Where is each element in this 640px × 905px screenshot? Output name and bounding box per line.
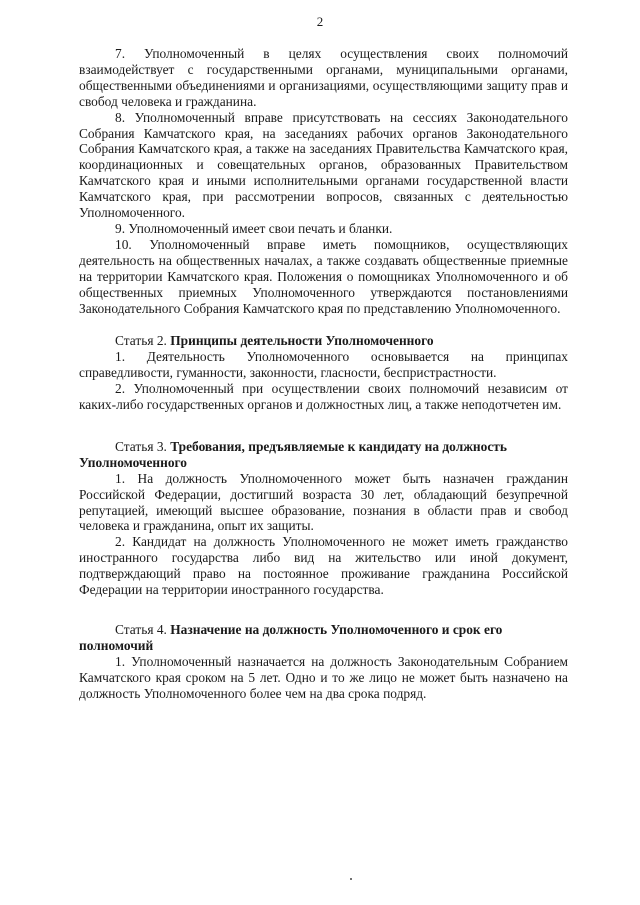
article-4-prefix: Статья 4. [115,622,171,637]
page-number: 2 [316,14,324,29]
article-3-paragraph-1: 1. На должность Уполномоченного может быть назначен гражданин Российской Федерации, достигший возраста 30 лет, обладающий безупречной репутацией, имеющий высшее образование, познания в области прав и свобод человека и гражданина, опыт их защиты. [79,470,568,534]
article-3-prefix: Статья 3. [115,438,171,454]
article-2-prefix: Статья 2. [115,333,171,349]
article-4-title: Назначение на должность Уполномоченного и срок его полномочий [79,622,503,653]
article-2-heading [79,333,568,349]
paragraph-10: 10. Уполномоченный вправе иметь помощников, осуществляющих деятельность на общественных началах, а также создавать общественные приемные на территории Камчатского края. Положения о помощниках Уполномоченного и об общественных приемных Уполномоченного утверждаются постановлениями Законодательного Собрания Камчатского края по представлению Уполномоченного. [79,236,568,316]
article-3-title: Требования, предъявляемые к кандидату на должность Уполномоченного [79,438,507,470]
article-2-paragraph-2: 2. Уполномоченный при осуществлении своих полномочий независим от каких-либо государственных органов и должностных лиц, а также неподотчетен им. [79,381,568,413]
article-2-title: Принципы деятельности Уполномоченного [170,333,434,349]
article-2-paragraph-1: 1. Деятельность Уполномоченного основывается на принципах справедливости, гуманности, законности, гласности, беспристрастности. [79,349,568,381]
article-4-heading [79,622,568,654]
document-body [79,46,568,702]
article-3-paragraph-2: 2. Кандидат на должность Уполномоченного не может иметь гражданство иностранного государства либо вид на жительство или иной документ, подтверждающий право на постоянное проживание гражданина Российской Федерации на территории иностранного государства. [79,534,568,598]
paragraph-7: 7. Уполномоченный в целях осуществления своих полномочий взаимодействует с государственными органами, муниципальными органами, общественными объединениями и организациями, осуществляющими защиту прав и свобод человека и гражданина. [79,46,568,109]
article-3-heading [79,439,568,471]
article-4-paragraph-1: 1. Уполномоченный назначается на должность Законодательным Собранием Камчатского края сроком на 5 лет. Одно и то же лицо не может быть назначено на должность Уполномоченного более чем на два срока подряд. [79,653,568,701]
scan-speck [350,878,352,880]
paragraph-9: 9. Уполномоченный имеет свои печать и бланки. [115,220,393,236]
paragraph-8: 8. Уполномоченный вправе присутствовать на сессиях Законодательного Собрания Камчатского края, на заседаниях рабочих органов Законодательного Собрания Камчатского края, а также на заседаниях Правительства Камчатского края, координационных и совещательных органов, образованных Правительством Камчатского края и иными исполнительными органами государственной власти Камчатского края, при рассмотрении вопросов, связанных с деятельностью Уполномоченного. [79,109,568,221]
